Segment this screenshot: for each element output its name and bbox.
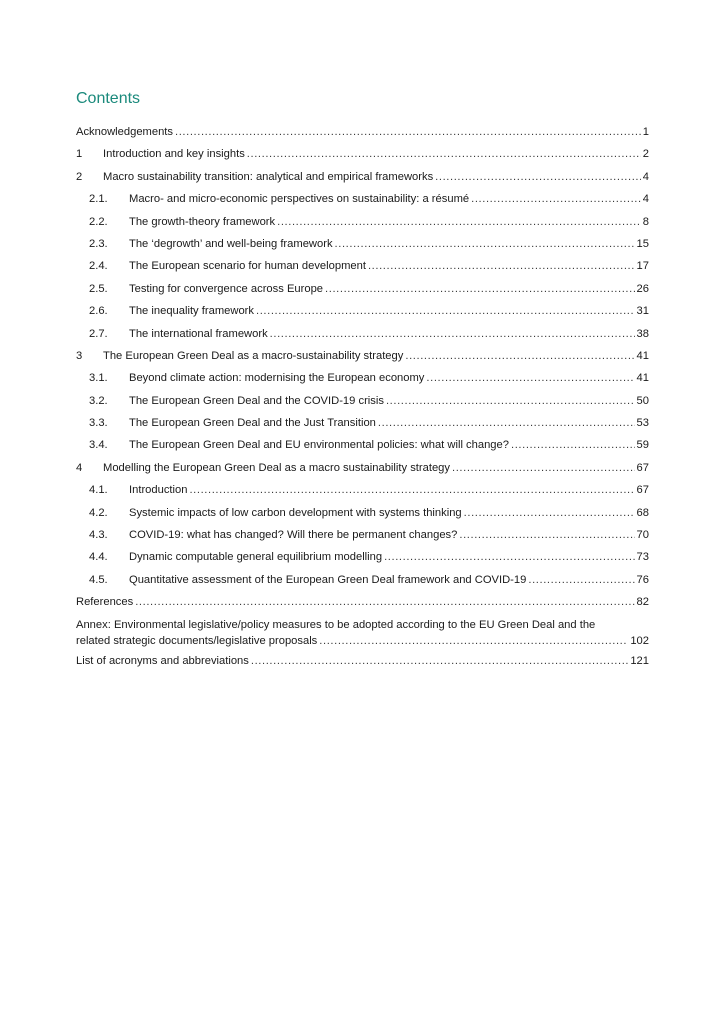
dot-leader [435, 171, 641, 183]
toc-entry-text: The growth-theory framework [129, 215, 276, 228]
dot-leader [471, 193, 641, 205]
contents-heading: Contents [76, 90, 141, 107]
toc-entry-text: References [76, 596, 134, 609]
toc-entry-text: COVID-19: what has changed? Will there be permanent changes? [129, 529, 458, 542]
toc-entry-number: 2.6. [89, 305, 108, 318]
toc-page-number: 15 [636, 237, 649, 250]
dot-leader [384, 551, 634, 563]
toc-page-number: 73 [636, 551, 649, 564]
toc-page-number: 102 [630, 634, 649, 647]
dot-leader [386, 395, 635, 407]
toc-entry-text: Beyond climate action: modernising the European economy [129, 372, 425, 385]
dot-leader [368, 260, 635, 272]
toc-entry-number: 2.5. [89, 282, 108, 295]
toc-page-number: 1 [642, 126, 649, 138]
toc-entry-number: 2 [76, 170, 83, 183]
dot-leader [189, 484, 634, 496]
toc-entry-number: 4.5. [89, 573, 108, 586]
toc-page-number: 2 [642, 148, 649, 161]
dot-leader [251, 655, 628, 667]
toc-page-number: 76 [636, 573, 649, 586]
toc-entry-text: The inequality framework [129, 305, 254, 318]
toc-entry[interactable] [76, 238, 649, 260]
toc-page-number: 121 [630, 654, 649, 667]
toc-page-number: 41 [636, 349, 649, 362]
toc-entry-text: The European Green Deal as a macro-sustainability strategy [103, 349, 404, 362]
toc-page-number: 4 [642, 170, 649, 183]
toc-page-number: 50 [636, 394, 649, 407]
toc-entry-number: 1 [76, 148, 83, 161]
toc-entry-text: Macro sustainability transition: analytical and empirical frameworks [103, 170, 434, 183]
toc-entry[interactable] [76, 507, 649, 529]
dot-leader [405, 350, 634, 362]
toc-entry-number: 2.2. [89, 215, 108, 228]
dot-leader [459, 529, 634, 541]
toc-entry-number: 4.4. [89, 551, 108, 564]
toc-entry-number: 4.2. [89, 506, 108, 519]
toc-page-number: 4 [642, 193, 649, 206]
toc-page-number: 17 [636, 260, 649, 273]
toc-entry[interactable] [76, 305, 649, 327]
toc-entry-text: The ‘degrowth’ and well-being framework [129, 237, 333, 250]
toc-entry[interactable] [76, 283, 649, 305]
toc-entry-number: 4 [76, 461, 83, 474]
toc-entry-number: 3.4. [89, 439, 108, 452]
toc-entry[interactable] [76, 462, 649, 484]
dot-leader [335, 238, 635, 250]
toc-entry-text: related strategic documents/legislative proposals [76, 634, 318, 647]
toc-page-number: 26 [636, 282, 649, 295]
dot-leader [325, 283, 635, 295]
toc-entry[interactable] [76, 328, 649, 350]
toc-entry-text: Annex: Environmental legislative/policy measures to be adopted according to the EU Green Deal and the [76, 618, 596, 631]
toc-entry-number: 3.1. [89, 372, 108, 385]
dot-leader [175, 126, 641, 138]
toc-page-number: 41 [636, 372, 649, 385]
toc-page-number: 67 [636, 461, 649, 474]
dot-leader [452, 462, 635, 474]
toc-entry[interactable] [76, 574, 649, 596]
dot-leader [511, 439, 635, 451]
toc-page-number: 68 [636, 506, 649, 519]
toc-entry[interactable] [76, 484, 649, 506]
dot-leader [270, 328, 635, 340]
toc-entry-text: Introduction and key insights [103, 148, 245, 161]
toc-entry-text: Systemic impacts of low carbon development with systems thinking [129, 506, 462, 519]
toc-entry[interactable] [76, 596, 649, 618]
toc-page-number: 70 [636, 529, 649, 542]
toc-entry-annex[interactable] [76, 617, 649, 649]
dot-leader [319, 633, 628, 649]
toc-entry[interactable] [76, 372, 649, 394]
dot-leader [256, 305, 635, 317]
dot-leader [277, 216, 641, 228]
toc-entry-acronyms[interactable] [76, 655, 649, 677]
toc-entry-text: The international framework [129, 327, 268, 340]
toc-entry[interactable] [76, 216, 649, 238]
toc-entry-number: 2.4. [89, 260, 108, 273]
toc-entry[interactable] [76, 551, 649, 573]
toc-entry[interactable] [76, 350, 649, 372]
toc-entry-text: The European Green Deal and EU environmental policies: what will change? [129, 439, 509, 452]
toc-entry[interactable] [76, 395, 649, 417]
toc-entry-text: Dynamic computable general equilibrium modelling [129, 551, 383, 564]
toc-entry[interactable] [76, 171, 649, 193]
toc-entry-number: 3.3. [89, 417, 108, 430]
toc-entry[interactable] [76, 439, 649, 461]
toc-entry-text: Testing for convergence across Europe [129, 282, 324, 295]
toc-page-number: 53 [636, 417, 649, 430]
toc-page-number: 59 [636, 439, 649, 452]
dot-leader [426, 372, 634, 384]
toc-entry-number: 4.3. [89, 529, 108, 542]
toc-entry-text: The European Green Deal and the Just Transition [129, 417, 376, 430]
toc-entry-text: The European scenario for human development [129, 260, 366, 273]
toc-entry-number: 3.2. [89, 394, 108, 407]
toc-page-number: 67 [636, 484, 649, 497]
toc-entry[interactable] [76, 126, 649, 148]
toc-entry-text: Acknowledgements [76, 126, 174, 138]
dot-leader [464, 507, 635, 519]
table-of-contents [76, 126, 649, 677]
toc-entry-text: Introduction [129, 484, 188, 497]
dot-leader [135, 596, 634, 608]
toc-page-number: 38 [636, 327, 649, 340]
dot-leader [378, 417, 635, 429]
toc-entry-text: Quantitative assessment of the European Green Deal framework and COVID-19 [129, 573, 527, 586]
toc-page-number: 31 [636, 305, 649, 318]
toc-entry[interactable] [76, 193, 649, 215]
toc-entry-number: 4.1. [89, 484, 108, 497]
toc-entry-text: The European Green Deal and the COVID-19 crisis [129, 394, 384, 407]
toc-entry-number: 3 [76, 349, 83, 362]
toc-page-number: 82 [636, 596, 649, 609]
toc-entry-number: 2.3. [89, 237, 108, 250]
toc-page-number: 8 [642, 215, 649, 228]
toc-entry-number: 2.7. [89, 327, 108, 340]
dot-leader [247, 148, 641, 160]
toc-entry[interactable] [76, 260, 649, 282]
toc-entry-text: Modelling the European Green Deal as a macro sustainability strategy [103, 461, 450, 474]
dot-leader [528, 574, 634, 586]
toc-entry[interactable] [76, 148, 649, 170]
toc-entry[interactable] [76, 417, 649, 439]
toc-entry[interactable] [76, 529, 649, 551]
toc-entry-number: 2.1. [89, 193, 108, 206]
toc-entry-text: List of acronyms and abbreviations [76, 654, 249, 667]
toc-entry-text: Macro- and micro-economic perspectives on sustainability: a résumé [129, 193, 470, 206]
